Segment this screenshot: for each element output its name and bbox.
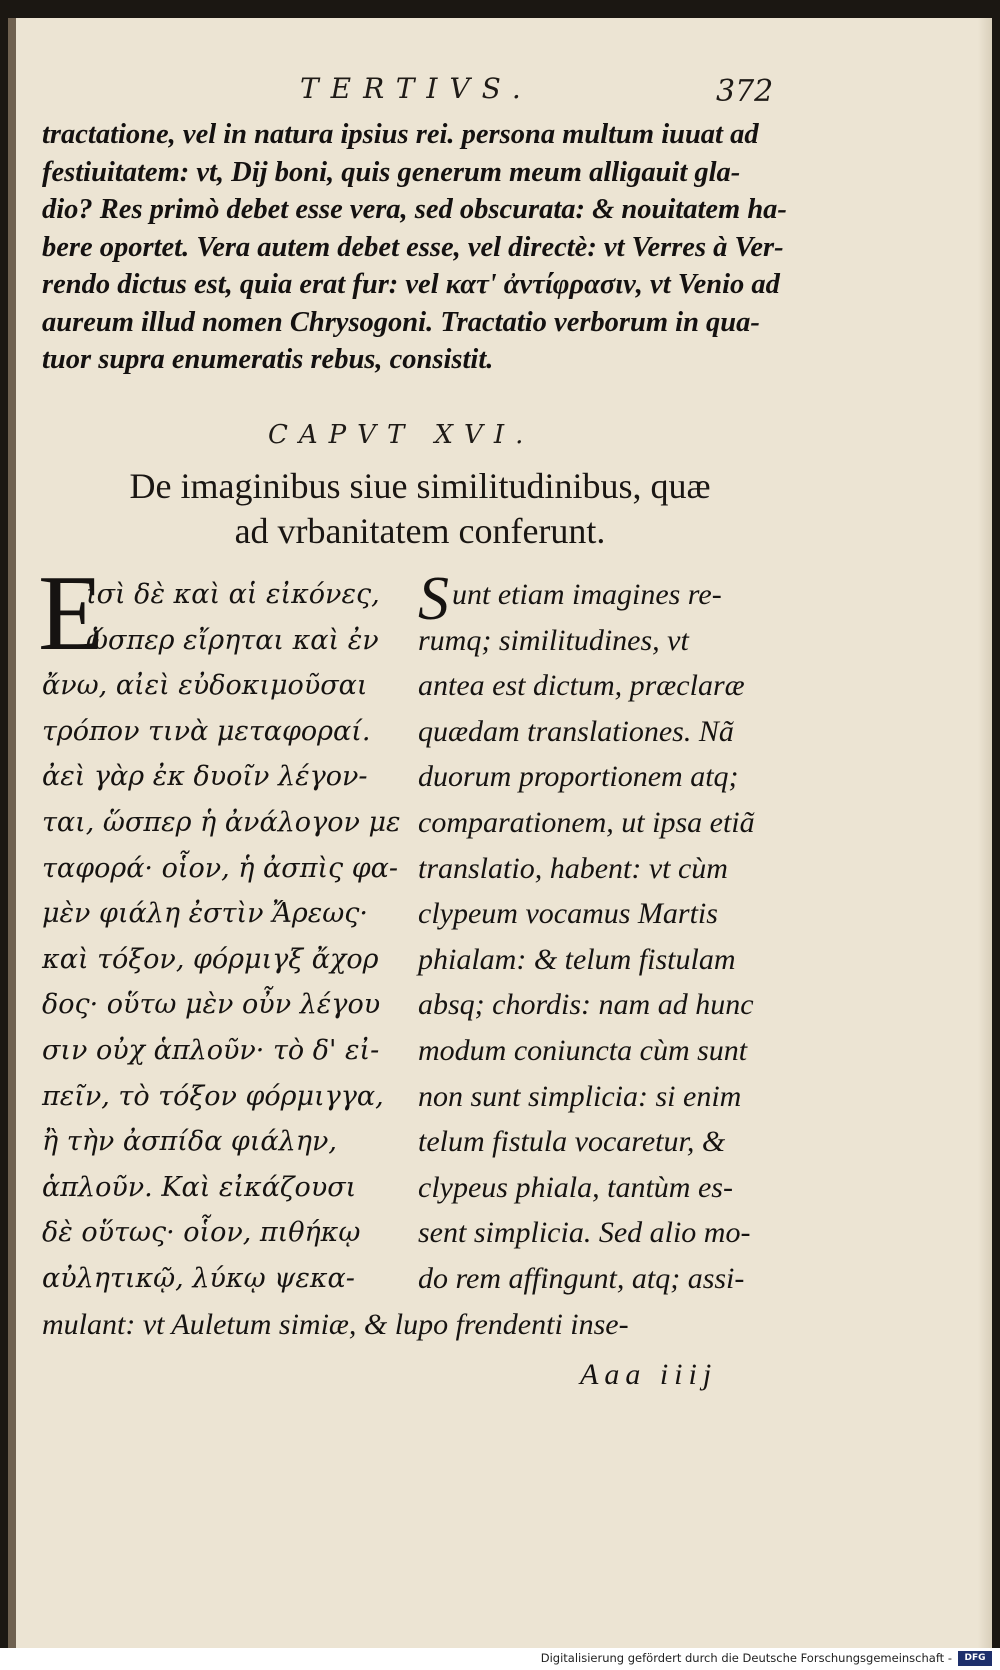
text-line: dio? Res primò debet esse vera, sed obscurata: & nouitatem ha- [42, 194, 787, 225]
greek-line: ἁπλοῦν. Καὶ εἰκάζουσι [42, 1171, 357, 1203]
digitization-footer [0, 1648, 1000, 1670]
full-width-line: mulant: vt Auletum simiæ, & lupo frendenti inse- [42, 1308, 629, 1341]
latin-line: unt etiam imagines re- [452, 578, 722, 611]
page-number: 372 [716, 74, 774, 109]
greek-line: ταφορά· οἷον, ἡ ἀσπὶς φα- [42, 852, 398, 884]
latin-line: non sunt simplicia: si enim [418, 1079, 742, 1113]
latin-line: sent simplicia. Sed alio mo- [418, 1216, 751, 1250]
text-line: aureum illud nomen Chrysogoni. Tractatio verborum in qua- [42, 306, 760, 338]
latin-column [418, 572, 818, 1302]
greek-line: πεῖν, τὸ τόξον φόρμιγγα, [42, 1080, 384, 1112]
latin-line: quædam translationes. Nã [418, 714, 734, 748]
greek-column [42, 572, 412, 1302]
greek-line: αὐλητικῷ, λύκῳ ψεκα- [42, 1262, 355, 1294]
text-line: festiuitatem: vt, Dij boni, quis generum meum alligauit gla- [42, 156, 741, 188]
greek-line: σιν οὐχ ἁπλοῦν· τὸ δ' εἰ- [42, 1034, 380, 1066]
latin-line: translatio, habent: vt cùm [418, 851, 728, 885]
greek-dropcap: E [38, 554, 104, 673]
text-line: rendo dictus est, quia erat fur: vel κατ' ἀντίφρασιν, vt Venio ad [42, 269, 780, 300]
text-line: tractatione, vel in natura ipsius rei. persona multum iuuat ad [42, 119, 759, 150]
signature-mark: Aaa iiij [580, 1358, 718, 1391]
greek-line: τρόπον τινὰ μεταφοραί. [42, 715, 371, 747]
text-line: bere oportet. Vera autem debet esse, vel directè: vt Verres à Ver- [42, 231, 784, 263]
greek-line: δος· οὕτω μὲν οὖν λέγου [42, 989, 381, 1021]
chapter-number: CAPVT XVI. [268, 420, 535, 450]
latin-line: modum coniuncta cùm sunt [418, 1033, 748, 1067]
latin-line: do rem affingunt, atq; assi- [418, 1261, 745, 1295]
intro-paragraph [42, 116, 806, 379]
latin-line: absq; chordis: nam ad hunc [418, 988, 754, 1022]
greek-line: ἰσὶ δὲ καὶ αἱ εἰκόνες, [86, 579, 380, 610]
latin-dropcap: S [418, 565, 449, 633]
latin-line: clypeus phiala, tantùm es- [418, 1170, 733, 1204]
latin-line: telum fistula vocaretur, & [418, 1125, 726, 1159]
greek-line: ται, ὥσπερ ἡ ἀνάλογον με [42, 806, 401, 838]
running-title: TERTIVS. [300, 72, 533, 105]
latin-line: phialam: & telum fistulam [418, 942, 736, 976]
latin-line: duorum proportionem atq; [418, 760, 739, 794]
greek-line: δὲ οὕτως· οἷον, πιθήκῳ [42, 1217, 361, 1249]
greek-line: ἄνω, αἰεὶ εὐδοκιμοῦσαι [42, 670, 368, 702]
latin-line: antea est dictum, præclaræ [418, 669, 745, 703]
chapter-title-line: ad vrbanitatem conferunt. [234, 511, 606, 551]
text-line: tuor supra enumeratis rebus, consistit. [42, 344, 494, 375]
latin-line: clypeum vocamus Martis [418, 897, 718, 931]
chapter-title [30, 464, 810, 554]
latin-line: rumq; similitudines, vt [418, 623, 689, 657]
page-edge-shading [978, 18, 992, 1648]
greek-line: καὶ τόξον, φόρμιγξ ἄχορ [42, 943, 379, 975]
latin-line: comparationem, ut ipsa etiã [418, 805, 755, 839]
footer-credit: Digitalisierung gefördert durch die Deutsche Forschungsgemeinschaft - [540, 1651, 952, 1665]
greek-line: ὥσπερ εἴρηται καὶ ἐν [86, 624, 379, 656]
greek-line: μὲν φιάλη ἐστὶν Ἄρεως· [42, 898, 368, 930]
dfg-logo: DFG [958, 1651, 992, 1666]
greek-line: ἀεὶ γὰρ ἐκ δυοῖν λέγον- [42, 761, 368, 793]
greek-line: ἢ τὴν ἀσπίδα φιάλην, [42, 1126, 337, 1158]
chapter-title-line: De imaginibus siue similitudinibus, quæ [129, 466, 711, 506]
